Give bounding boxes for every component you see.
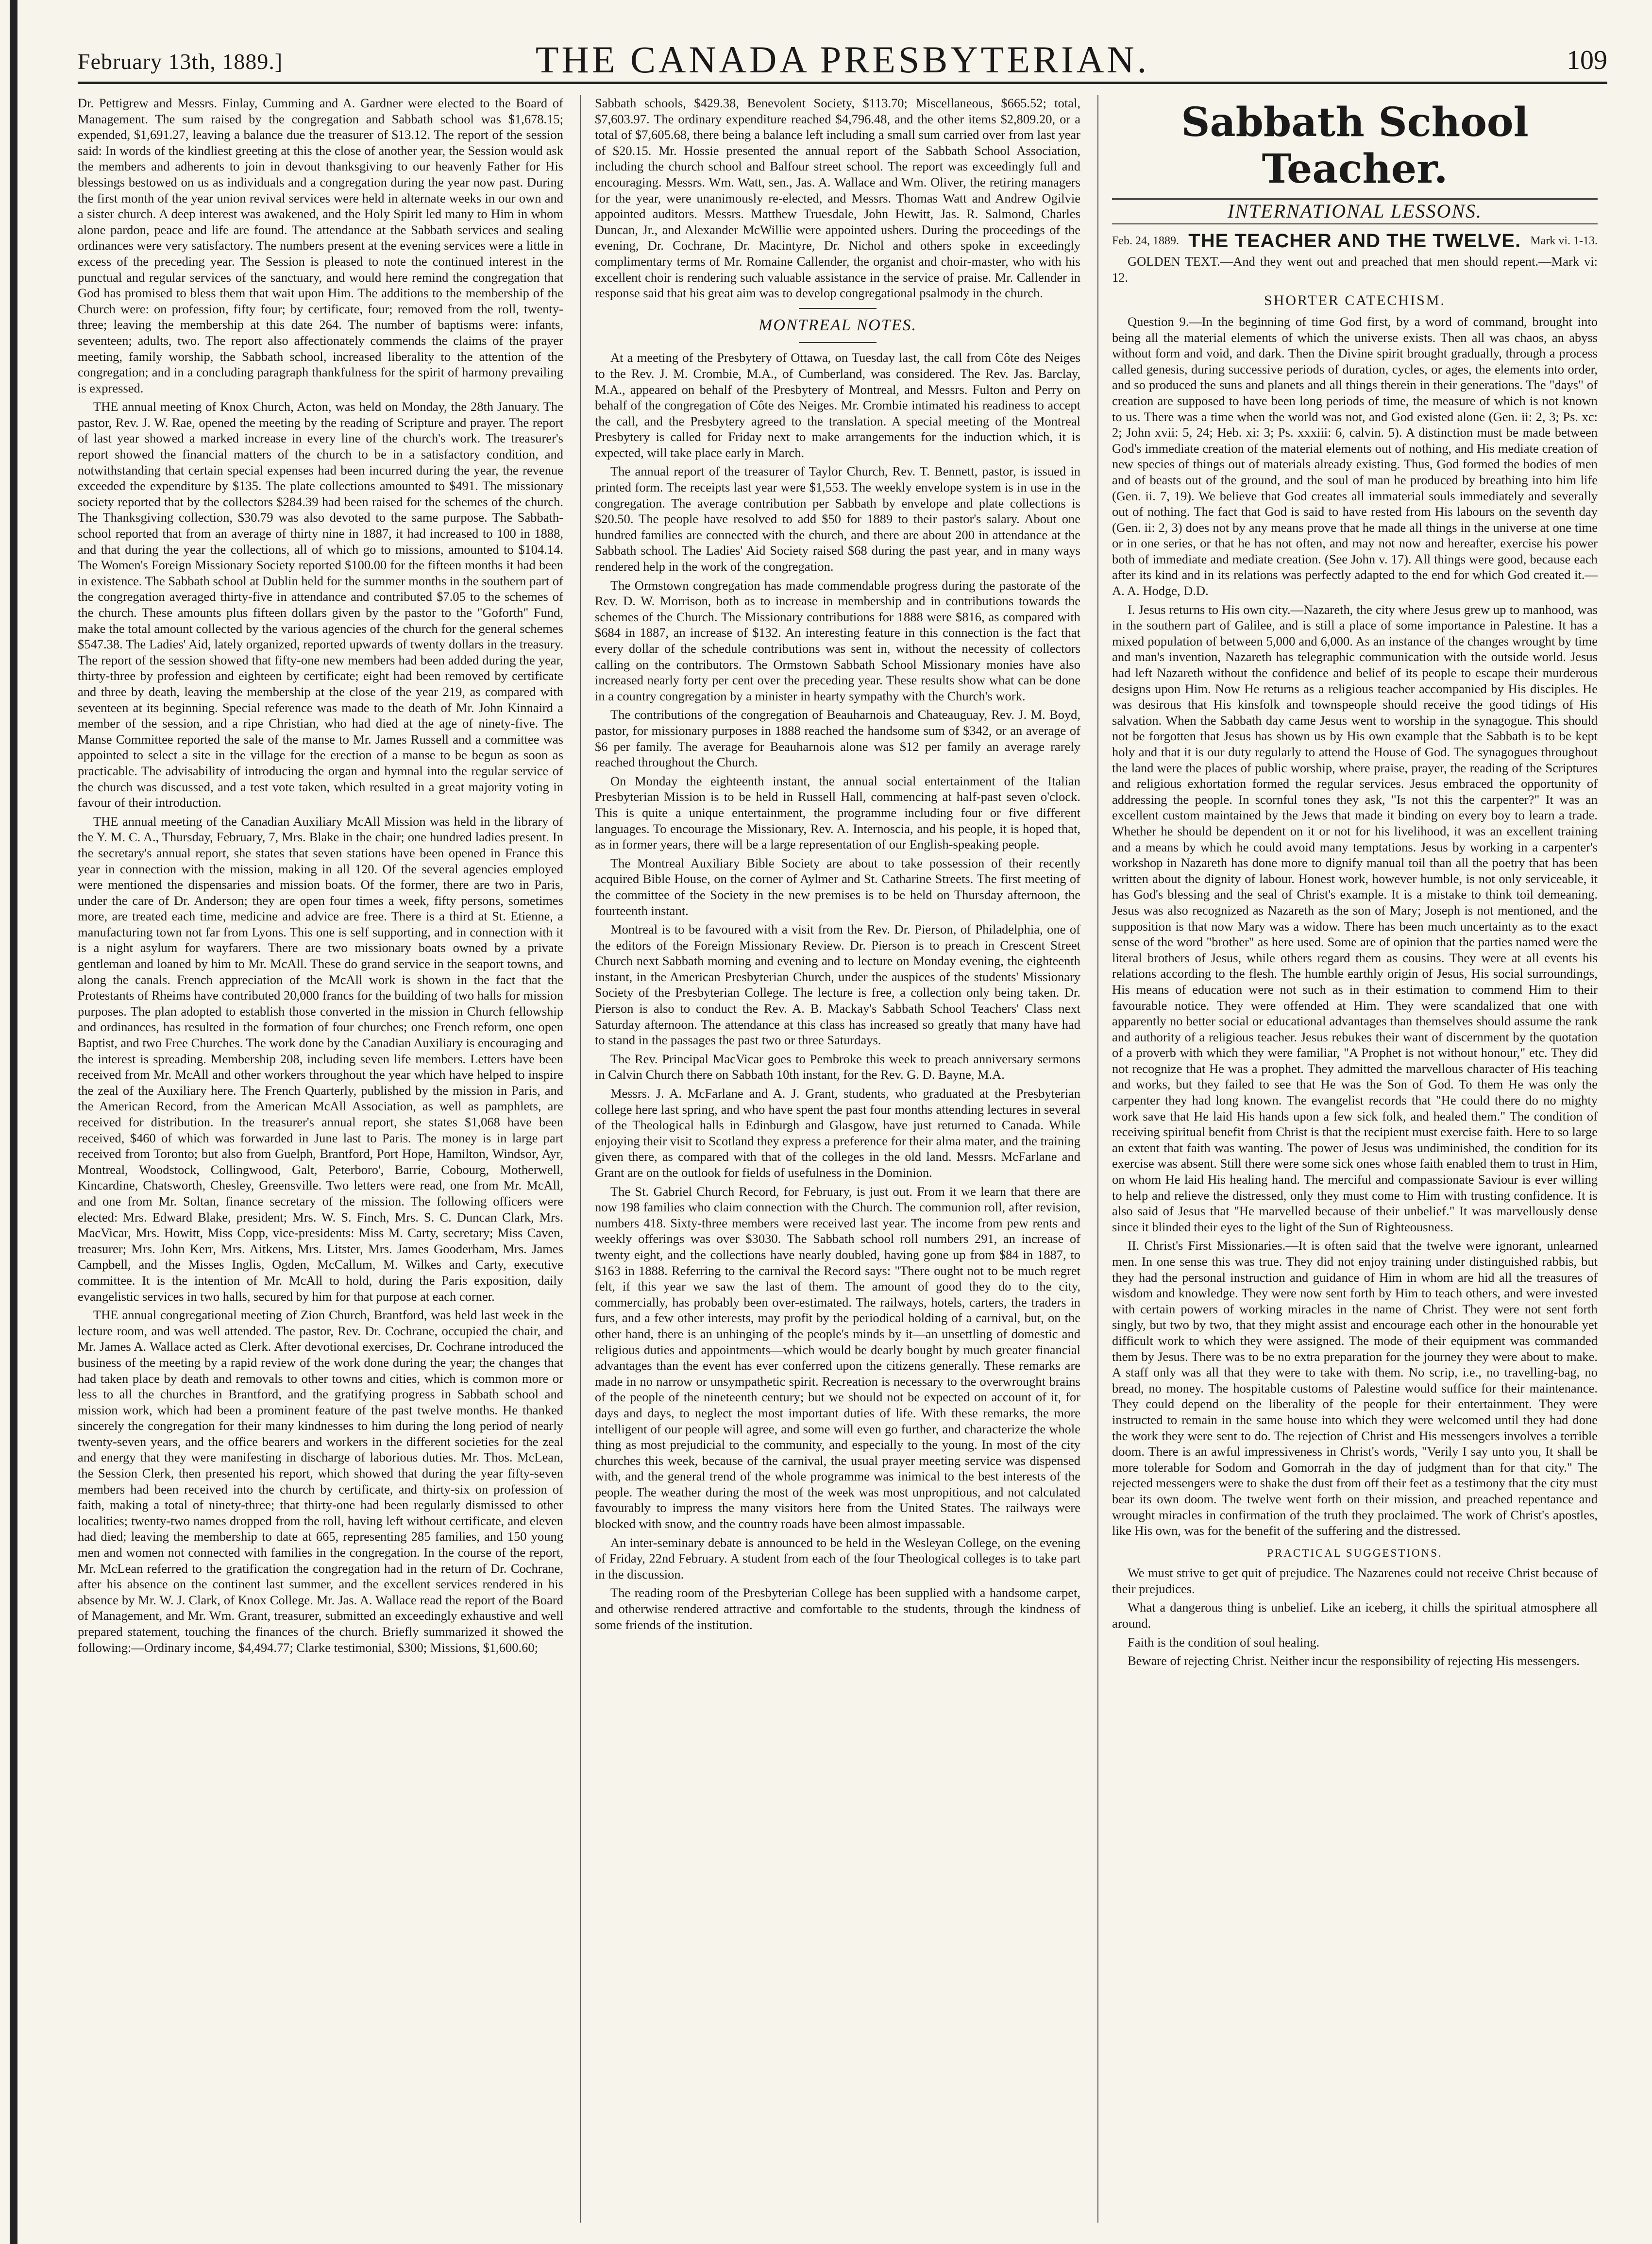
section-rule [799, 342, 877, 343]
suggestion: Beware of rejecting Christ. Neither incur the responsibility of rejecting His messengers. [1128, 1653, 1580, 1668]
article-paragraph: The reading room of the Presbyterian College has been supplied with a handsome carpet, and otherwise rendered attractive and comfortable to the students, through the kindness of some friends of the institution. [595, 1585, 1080, 1632]
newspaper-title: THE CANADA PRESBYTERIAN. [535, 38, 1150, 81]
lesson-date: Feb. 24, 1889. [1112, 234, 1179, 247]
article-paragraph: The St. Gabriel Church Record, for February, is just out. From it we learn that there are now 198 families who claim connection with the Church. The communion roll, after revision, numbers 418. Sixty-three members were received last year. The income from pew rents and weekly offerings was over $3030. The Sabbath school roll numbers 291, an increase of twenty eight, and the collections have nearly doubled, having gone up from $84 in 1887, to $163 in 1888. Referring to the carnival the Record says: "There ought not to be much regret felt, if this year we saw the last of them. The amount of good they do to the city, commercially, has probably been over-estimated. The railways, hotels, carters, the traders in furs, and a few other interests, may profit by the periodical holding of a carnival, but, on the other hand, there is an unhinging of the people's minds by it—an unsettling of domestic and religious duties and appointments—which would be dearly bought by much greater financial advantages than the event has ever conferred upon the citizens generally. These remarks are made in no narrow or unsympathetic spirit. Recreation is necessary to the overwrought brains of the people of the nineteenth century; but we should not be expected on account of it, for days and days, to neglect the most important duties of life. With these remarks, the more intelligent of our people will agree, and some will even go further, and characterize the whole thing as most prejudicial to the community, and especially to the young. In most of the city churches this week, because of the carnival, the usual prayer meeting service was dispensed with, and the general trend of the whole programme was inimical to the best interests of the people. The weather during the most of the week was most unpropitious, and not calculated favourably to impress the many visitors here from the United States. The railways were blocked with snow, and the country roads have been almost impassable. [595, 1184, 1080, 1531]
article-paragraph: Montreal is to be favoured with a visit from the Rev. Dr. Pierson, of Philadelphia, one of the editors of the Foreign Missionary Review. Dr. Pierson is to preach in Crescent Street Church next Sabbath morning and evening and to lecture on Monday evening, the eighteenth instant, in the American Presbyterian Church, under the auspices of the students' Missionary Society of the Presbyterian College. The lecture is free, a collection only being taken. Dr. Pierson is also to conduct the Rev. A. B. Mackay's Sabbath School Teachers' Class next Saturday afternoon. The attendance at this class has increased so greatly that many have had to stand in the passages the past two or three Saturdays. [595, 922, 1080, 1048]
practical-heading: PRACTICAL SUGGESTIONS. [1267, 1547, 1443, 1559]
article-paragraph: The contributions of the congregation of Beauharnois and Chateauguay, Rev. J. M. Boyd, pastor, for missionary purposes in 1888 reached the handsome sum of $342, or an average of $6 per family. The average for Beauharnois alone was $12 per family an average rarely reached throughout the Church. [595, 707, 1080, 770]
column-3 [1112, 95, 1598, 1672]
header-date: February 13th, 1889.] [78, 49, 283, 74]
article-paragraph: THE annual meeting of the Canadian Auxiliary McAll Mission was held in the library of the Y. M. C. A., Thursday, February, 7, Mrs. Blake in the chair; one hundred ladies present. In the secretary's annual report, she states that seven stations have been opened in France this year in connection with the mission, making in all 120. Of the several agencies employed were mentioned the dispensaries and mission boats. Of the former, there are two in Paris, under the care of Dr. Anderson; they are open four times a week, fifty persons, sometimes more, are treated each time, medicine and advice are free. There is a third at St. Etienne, a manufacturing town not far from Lyons. This one is self supporting, and in connection with it is a night asylum for wayfarers. There are two missionary boats owned by a private gentleman and loaned by him to Mr. McAll. These do grand service in the seaport towns, and along the canals. French appreciation of the McAll work is shown in the fact that the Protestants of Rheims have contributed 20,000 francs for the building of two halls for mission purposes. The plan adopted to establish those converted in the mission in Church fellowship and ordinances, has resulted in the formation of four churches; one French reform, one open Baptist, and two Free Churches. The work done by the Canadian Auxiliary is encouraging and the interest is spreading. Membership 208, including seven life members. Letters have been received from Mr. McAll and other workers throughout the year which have helped to inspire the zeal of the Auxiliary here. The French Quarterly, published by the mission in Paris, and the American Record, from the American McAll Association, as well as pamphlets, are received for distribution. In the treasurer's annual report, she states $1,068 have been received, $460 of which was forwarded in June last to Paris. The money is in large part received from Toronto; but also from Guelph, Brantford, Port Hope, Hamilton, Windsor, Ayr, Montreal, Woodstock, Collingwood, Galt, Peterboro', Barrie, Cobourg, Motherwell, Kincardine, Chatsworth, Chesley, Greensville. Two letters were read, one from Mr. McAll, and one from Mr. Soltan, finance secretary of the mission. The following officers were elected: Mrs. Edward Blake, president; Mrs. W. S. Finch, Mrs. S. C. Duncan Clark, Mrs. MacVicar, Mrs. Howitt, Miss Copp, vice-presidents: Miss M. Carty, secretary; Miss Caven, treasurer; Mrs. John Kerr, Mrs. Aitkens, Mrs. Litster, Mrs. James Gooderham, Mrs. James Campbell, and the Misses Inglis, Ogden, McCallum, M. Wilkes and Carty, executive committee. It is the intention of Mr. McAll to hold, during the Paris exposition, daily evangelistic services in two halls, secured by him for that purpose at each corner. [78, 814, 563, 1304]
page-number: 109 [1567, 45, 1607, 75]
lesson-title-row [1112, 230, 1598, 252]
column-divider [580, 95, 581, 2223]
article-paragraph: The Ormstown congregation has made commendable progress during the pastorate of the Rev. D. W. Morrison, both as to increase in membership and in contributions towards the schemes of the Church. The Missionary contributions for 1888 were $816, as compared with $684 in 1887, an increase of $132. An interesting feature in this connection is the fact that every dollar of the schedule contributions was sent in, without the necessity of collectors calling on the contributors. The Ormstown Sabbath School Missionary monies have also increased nearly forty per cent over the preceding year. These results show what can be done in a country congregation by a minister in hearty sympathy with the Church's work. [595, 578, 1080, 703]
header-rule [78, 82, 1607, 84]
article-paragraph: THE annual congregational meeting of Zion Church, Brantford, was held last week in the lecture room, and was well attended. The pastor, Rev. Dr. Cochrane, occupied the chair, and Mr. James A. Wallace acted as Clerk. After devotional exercises, Dr. Cochrane introduced the business of the meeting by a rapid review of the work done during the year; the changes that had taken place by death and removals to other towns and cities, which is common more or less to all the churches in Brantford, and the gratifying progress in Sabbath school and mission work, which had been a prominent feature of the past twelve months. He thanked sincerely the congregation for their many kindnesses to him during the long period of nearly twenty-seven years, and the office bearers and workers in the different societies for the zeal and energy that they were manifesting in discharge of laborious duties. Mr. Thos. McLean, the Session Clerk, then presented his report, which showed that during the year fifty-seven members had been received into the church by certificate, and thirty-six on profession of faith, making a total of ninety-three; that thirty-one had been regularly dismissed to other localities; twenty-two names dropped from the roll, having left without certificate, and eleven had died; leaving the membership to date at 665, representing 285 families, and 150 young men and women not connected with families in the congregation. In the course of the report, Mr. McLean referred to the gratification the congregation had in the return of Dr. Cochrane, after his absence on the continent last summer, and the excellent services rendered in his absence by Mr. W. J. Clark, of Knox College. Mr. Jas. A. Wallace read the report of the Board of Management, and Mr. Wm. Grant, treasurer, submitted an exceedingly exhaustive and well prepared statement, touching the finances of the church. Briefly summarized it showed the following:—Ordinary income, $4,494.77; Clarke testimonial, $300; Missions, $1,600.60; [78, 1308, 563, 1655]
masthead: Sabbath School Teacher. [1181, 99, 1529, 192]
suggestion: We must strive to get quit of prejudice. The Nazarenes could not receive Christ because of their prejudices. [1112, 1565, 1598, 1596]
column-1 [78, 95, 563, 1658]
lesson-section: I. Jesus returns to His own city.—Nazareth, the city where Jesus grew up to manhood, was in the southern part of Galilee, and is still a place of some importance in Palestine. It has a mixed population of between 5,000 and 6,000. As an instance of the changes wrought by time and man's invention, Nazareth has telegraphic communication with the outside world. Jesus had left Nazareth without the confidence and belief of its people to escape their murderous designs upon Him. Now He returns as a religious teacher accompanied by His disciples. He was desirous that His kinsfolk and townspeople should receive the good tidings of His salvation. When the Sabbath day came Jesus went to worship in the synagogue. This should not be forgotten that Jesus has shown us by His own example that the Sabbath is to be kept holy and that it is our duty regularly to attend the House of God. The synagogues throughout the land were the places of public worship, where praise, prayer, the reading of the Scriptures and religious exhortation formed the regular services. Jesus embraced the opportunity of addressing the people. In scornful tones they ask, "Is not this the carpenter?" It was an excellent custom maintained by the Jews that made it binding on every boy to learn a trade. Whether he should be dependent on it or not for his livelihood, it was an excellent training and a means by which he could avoid many temptations. Jesus by working in a carpenter's workshop in Nazareth has done more to dignify manual toil than all the poetry that has been written about the dignity of labour. Honest work, however humble, is not only serviceable, it has God's blessing and the seal of Christ's example. It is a mistake to think toil demeaning. Jesus was also recognized as Nazareth as the son of Mary; Joseph is not mentioned, and the supposition is that now Mary was a widow. There has been much uncertainty as to the exact sense of the word "brother" as here used. Some are of opinion that the parties named were the literal brothers of Jesus, while others regard them as cousins. They were at all events his relations according to the flesh. The humble earthly origin of Jesus, His social surroundings, His means of education were not such as in their estimation to commend Him to their favourable notice. They were offended at Him. They were scandalized that one with apparently no better social or educational advantages than themselves should assume the rank and authority of a religious teacher. Jesus rebukes their want of discernment by the quotation of a proverb with which they were familiar, "A Prophet is not without honour," etc. They did not recognize that He was a prophet. They admitted the marvellous character of His teaching and works, but they failed to see that He was the Son of God. To them He was only the carpenter they had long known. The evangelist records that "He could there do no mighty work save that He laid His hands upon a few sick folk, and healed them." The condition of receiving spiritual benefit from Christ is that the recipient must exercise faith. Here to so large an extent that faith was wanting. The power of Jesus was undiminished, the condition for its exercise was absent. Still there were some sick ones whose faith enabled them to trust in Him, on whom He laid His healing hand. The merciful and compassionate Saviour is ever willing to help and relieve the distressed, only they must come to Him with trusting confidence. It is also said of Jesus that "He marvelled because of their unbelief." It was marvellously dense since it blinded their eyes to the light of the Sun of Righteousness. [1112, 602, 1598, 1234]
article-paragraph: An inter-seminary debate is announced to be held in the Wesleyan College, on the evening of Friday, 22nd February. A student from each of the four Theological colleges is to take part in the discussion. [595, 1535, 1080, 1581]
article-paragraph: On Monday the eighteenth instant, the annual social entertainment of the Italian Presbyterian Mission is to be held in Russell Hall, commencing at half-past seven o'clock. This is quite a unique entertainment, the programme including four or five different languages. To encourage the Missionary, Rev. A. Internoscia, and his people, it is hoped that, as in former years, there will be a large representation of our English-speaking people. [595, 773, 1080, 852]
article-paragraph: The annual report of the treasurer of Taylor Church, Rev. T. Bennett, pastor, is issued in printed form. The receipts last year were $1,553. The weekly envelope system is in use in the congregation. The average contribution per Sabbath by envelope and plate collections is $20.50. The people have resolved to add $50 for 1889 to their pastor's salary. About one hundred families are connected with the church, and there are about 200 in attendance at the Sabbath school. The Ladies' Aid Society raised $68 during the past year, and in many ways rendered help in the work of the congregation. [595, 464, 1080, 574]
subhead: INTERNATIONAL LESSONS. [1112, 198, 1598, 224]
article-paragraph: Dr. Pettigrew and Messrs. Finlay, Cumming and A. Gardner were elected to the Board of Management. The sum raised by the congregation and Sabbath school was $1,678.15; expended, $1,691.27, leaving a balance due the treasurer of $13.12. The report of the session said: In words of the kindliest greeting at this the close of another year, the Session would ask the members and adherents to join in devout thanksgiving to our heavenly Father for His blessings bestowed on us as individuals and a congregation during the year now past. During the first month of the year union revival services were held in alternate weeks in our own and a sister church. A deep interest was awakened, and the Holy Spirit led many to Him in whom alone pardon, peace and life are found. The attendance at the Sabbath services and sealing ordinances were very satisfactory. The numbers present at the evening services were a little in excess of the preceding year. The Session is pleased to note the continued interest in the punctual and regular services of the sanctuary, and would here remind the congregation that God has promised to bless them that wait upon Him. The additions to the membership of the Church were: on profession, fifty four; by certificate, four; removed from the roll, twenty-three; leaving the membership at this date 264. The number of baptisms were: infants, seventeen; adults, two. The report also affectionately commends the claims of the prayer meeting, family worship, the Sabbath school, increased liberality to the attention of the congregation; and in a concluding paragraph thankfulness for the spirit of harmony prevailing is expressed. [78, 96, 563, 395]
article-paragraph: THE annual meeting of Knox Church, Acton, was held on Monday, the 28th January. The pastor, Rev. J. W. Rae, opened the meeting by the reading of Scripture and prayer. The report of last year showed a marked increase in every line of the church's work. The treasurer's report showed the financial matters of the church to be in a satisfactory condition, and notwithstanding that certain special expenses had been incurred during the year, the revenue exceeded the expenditure by $135. The plate collections amounted to $491. The missionary society reported that by the collectors $284.39 had been raised for the schemes of the church. The Thanksgiving collection, $30.79 was also devoted to the same purpose. The Sabbath-school reported that from an average of thirty nine in 1887, it had increased to 100 in 1888, and that during the year the collections, all of which go to missions, amounted to $104.14. The Women's Foreign Missionary Society reported $100.00 for the fifteen months it had been in existence. The Sabbath school at Dublin held for the summer months in the southern part of the congregation averaged thirty-five in attendance and contributed $7.05 to the schemes of the church. These amounts plus fifteen dollars given by the pastor to the "Goforth" Fund, make the total amount collected by the various agencies of the church for the general schemes $547.38. The Ladies' Aid, lately organized, reported upwards of twenty dollars in the treasury. The report of the session showed that fifty-one new members had been added during the year, thirty-three by profession and eighteen by certificate; eight had been removed by certificate and three by death, leaving the membership at the close of the year 219, as compared with seventeen at its beginning. Special reference was made to the death of Mr. John Kinnaird a member of the session, and a ripe Christian, who had died at the age of ninety-five. The Manse Committee reported the sale of the manse to Mr. James Russell and a committee was appointed to select a site in the village for the erection of a manse to be begun as soon as practicable. The advisability of introducing the organ and hymnal into the regular service of the church was discussed, and a test vote taken, which resulted in a great majority voting in favour of their introduction. [78, 399, 563, 810]
catechism-heading: SHORTER CATECHISM. [1264, 292, 1446, 309]
section-rule [799, 308, 877, 309]
article-paragraph: The Rev. Principal MacVicar goes to Pembroke this week to preach anniversary sermons in Calvin Church there on Sabbath 10th instant, for the Rev. G. D. Bayne, M.A. [595, 1051, 1080, 1082]
section-heading: MONTREAL NOTES. [759, 316, 917, 334]
lesson-reference: Mark vi. 1-13. [1530, 234, 1598, 247]
golden-text: GOLDEN TEXT.—And they went out and preached that men should repent.—Mark vi: 12. [1112, 254, 1598, 285]
column-divider [1097, 95, 1098, 2223]
binding-edge [10, 0, 17, 2244]
lesson-title: THE TEACHER AND THE TWELVE. [1188, 230, 1521, 252]
article-paragraph: Sabbath schools, $429.38, Benevolent Society, $113.70; Miscellaneous, $665.52; total, $7,603.97. The ordinary expenditure reached $4,796.48, and the other items $2,809.20, or a total of $7,605.68, there being a balance left including a small sum carried over from last year of $20.15. Mr. Hossie presented the annual report of the Sabbath School Association, including the church school and Balfour street school. The report was exceedingly full and encouraging. Messrs. Wm. Watt, sen., Jas. A. Wallace and Wm. Oliver, the retiring managers for the year, were unanimously re-elected, and Messrs. Thomas Watt and Andrew Ogilvie appointed auditors. Messrs. Matthew Truesdale, John Hewitt, Jas. R. Salmond, Charles Duncan, Jr., and Alexander McWillie were appointed ushers. During the proceedings of the evening, Dr. Cochrane, Dr. Macintyre, Dr. Nichol and others spoke in exceedingly complimentary terms of Mr. Romaine Callender, the organist and choir-master, who with his excellent choir is rendering such valuable assistance in the service of praise. Mr. Callender in response said that his great aim was to develop congregational psalmody in the church. [595, 96, 1080, 301]
suggestion: Faith is the condition of soul healing. [1128, 1634, 1320, 1649]
article-paragraph: At a meeting of the Presbytery of Ottawa, on Tuesday last, the call from Côte des Neiges to the Rev. J. M. Crombie, M.A., of Cumberland, was considered. The Rev. Jas. Barclay, M.A., appeared on behalf of the Presbytery of Montreal, and Messrs. Fulton and Perry on behalf of the congregation of Côte des Neiges. Mr. Crombie intimated his readiness to accept the call, and the Presbytery agreed to the translation. A special meeting of the Montreal Presbytery is called for Friday next to make arrangements for the induction which, it is expected, will take place early in March. [595, 350, 1080, 460]
page-header [78, 38, 1607, 86]
column-2 [595, 95, 1080, 1635]
article-paragraph: The Montreal Auxiliary Bible Society are about to take possession of their recently acquired Bible House, on the corner of Aylmer and St. Catharine Streets. The first meeting of the committee of the Society in the new premises is to be held on Thursday afternoon, the fourteenth instant. [595, 855, 1080, 918]
suggestion: What a dangerous thing is unbelief. Like an iceberg, it chills the spiritual atmosphere all around. [1112, 1600, 1598, 1631]
lesson-section: II. Christ's First Missionaries.—It is often said that the twelve were ignorant, unlearned men. In one sense this was true. They did not enjoy training under distinguished rabbis, but they had the personal instruction and guidance of Him in whom are hid all the treasures of wisdom and knowledge. They were now sent forth by Him to teach others, and were invested with certain powers of working miracles in the name of Christ. They were not sent forth singly, but two by two, that they might assist and encourage each other in the honourable yet difficult work to which they were assigned. The mode of their equipment was commanded them by Jesus. There was to be no extra preparation for the journey they were about to make. A staff only was all that they were to take with them. No scrip, i.e., no travelling-bag, no bread, no money. The hospitable customs of Palestine would suffice for their maintenance. They could depend on the liberality of the people for their entertainment. They were instructed to remain in the same house into which they were welcomed until they had done the work they were sent to do. The rejection of Christ and His messengers involves a terrible doom. There is an awful impressiveness in Christ's words, "Verily I say unto you, It shall be more tolerable for Sodom and Gomorrah in the day of judgment than for that city." The rejected messengers were to shake the dust from off their feet as a testimony that the city must bear its own doom. The twelve went forth on their mission, and preached repentance and wrought miracles in confirmation of the truth they proclaimed. The work of Christ's apostles, like His own, was for the benefit of the suffering and the distressed. [1112, 1238, 1598, 1538]
catechism-answer: Question 9.—In the beginning of time God first, by a word of command, brought into being all the material elements of which the universe exists. Then all was chaos, an abyss without form and void, and dark. Then the Divine spirit brought gradually, through a process called genesis, during successive periods of duration, cycles, or ages, the elements into order, and so produced the suns and planets and all things therein in their generations. The "days" of creation are supposed to have been long periods of time, the measure of which is not known to us. There was a time when the world was not, and God existed alone (Gen. ii: 2, 3; Ps. xc: 2; John xvii: 5, 24; Heb. xi: 3; Ps. xxxiii: 6, calvin. 5). A distinction must be made between God's immediate creation of the material elements out of nothing, and His mediate creation of new species of things out of materials already existing. Thus, God formed the bodies of men and of beasts out of the ground, and the soul of man he produced by breathing into him life (Gen. ii. 7, 19). We believe that God creates all immaterial souls immediately and severally out of nothing. The fact that God is said to have rested from His labours on the seventh day (Gen. ii: 2, 3) does not by any means prove that he made all things in the universe at one time or in one series, or that he has not often, and may not now and hereafter, exercise his power both of immediate and mediate creation. (See John v. 17). All things were good, because each after its kind and in its relations was perfectly adapted to the end for which God created it.—A. A. Hodge, D.D. [1112, 314, 1598, 598]
article-paragraph: Messrs. J. A. McFarlane and A. J. Grant, students, who graduated at the Presbyterian college here last spring, and who have spent the past four months attending lectures in several of the Theological halls in Edinburgh and Glasgow, have just returned to Canada. While enjoying their visit to Scotland they express a preference for their alma mater, and the training given there, as compared with that of the colleges in the old land. Messrs. McFarlane and Grant are on the outlook for fields of usefulness in the Dominion. [595, 1086, 1080, 1180]
